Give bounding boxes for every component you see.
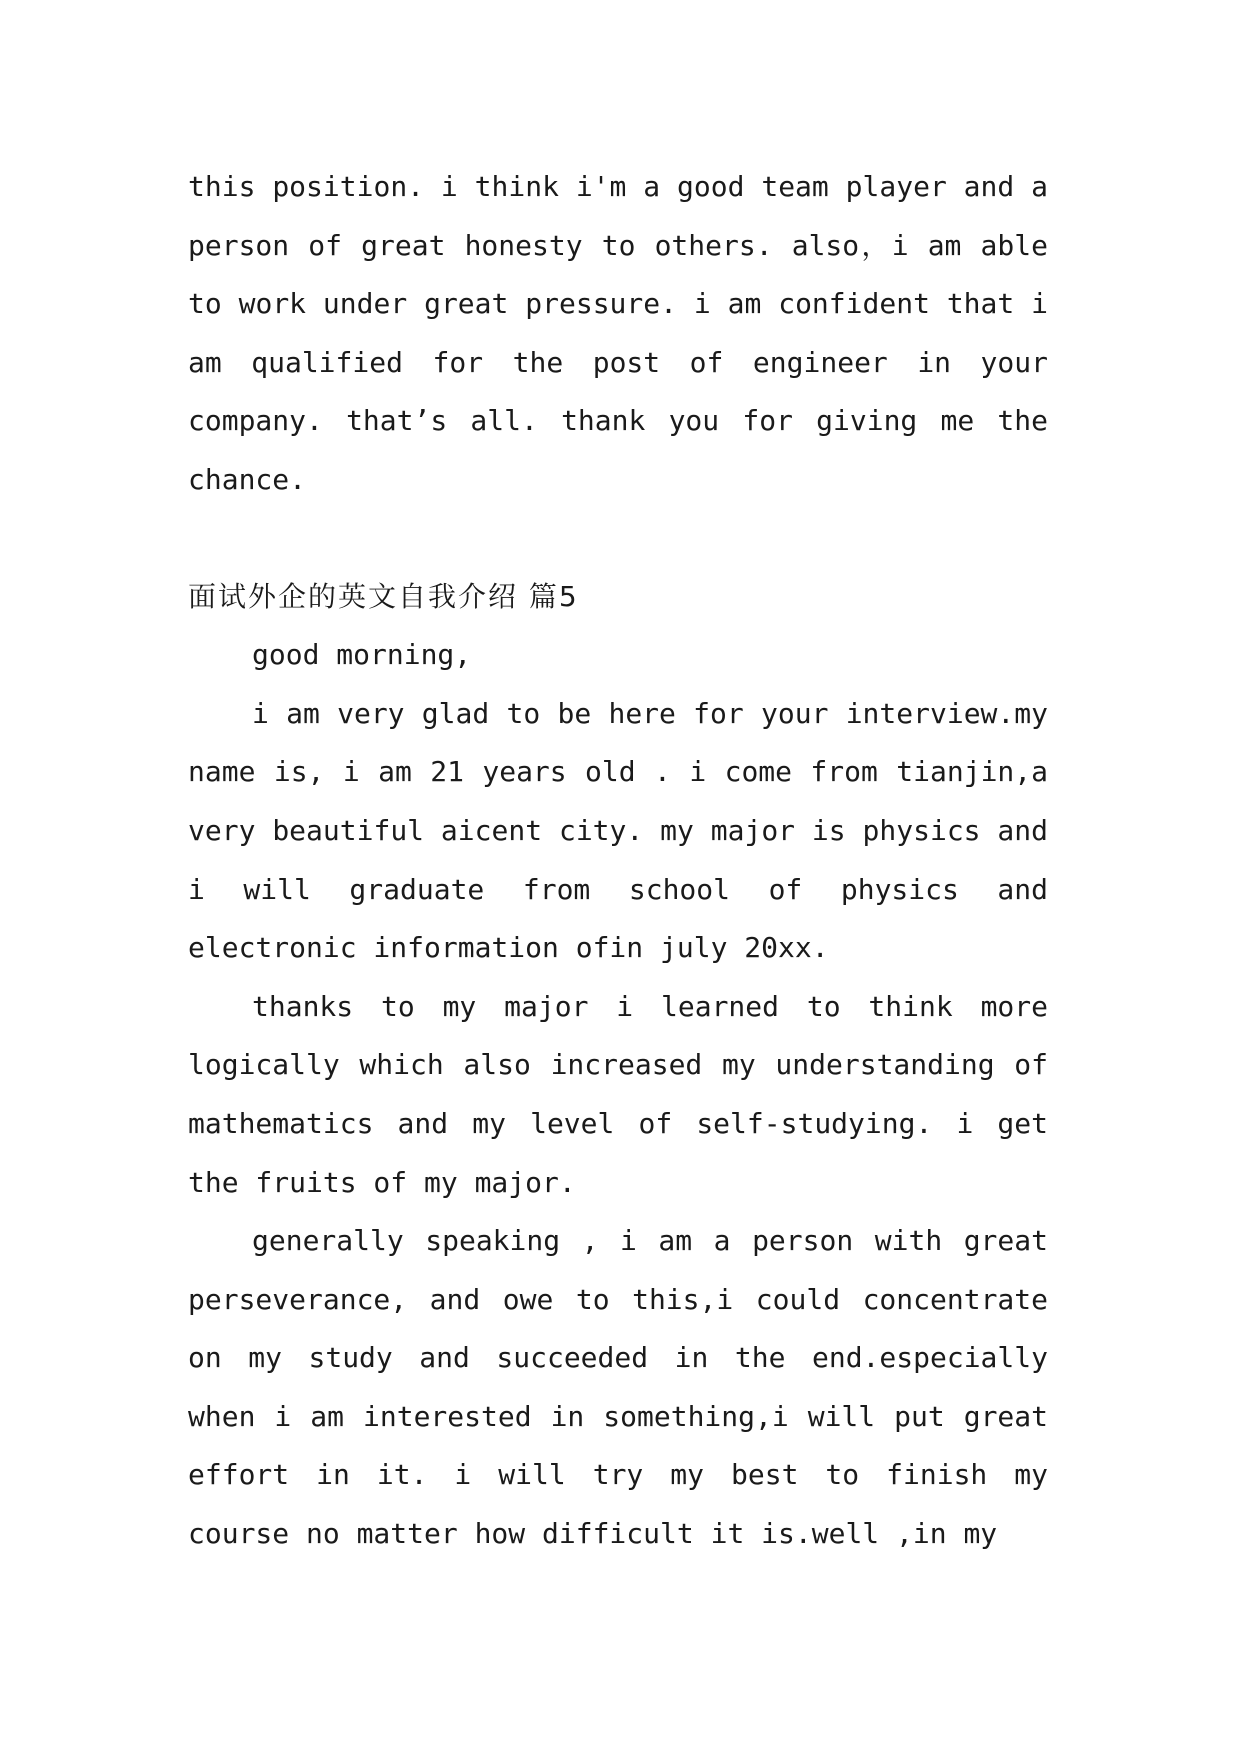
continuation-paragraph: this position. i think i'm a good team player and a person of great honesty to others. also，i am able to work under great pressure. i am confident that i am qualified for the post of engineer in your company. that’s all. thank you for giving me the chance.: [188, 170, 1048, 496]
body-paragraph: i am very glad to be here for your interview.my name is, i am 21 years old . i come from tianjin,a very beautiful aicent city. my major is physics and i will graduate from school of physics and electronic information ofin july 20xx.: [188, 696, 1048, 965]
document-page: [188, 158, 1048, 1564]
section-heading: 面试外企的英文自我介绍 篇5: [188, 579, 579, 613]
body-paragraph: generally speaking , i am a person with great perseverance, and owe to this,i could concentrate on my study and succeeded in the end.especially when i am interested in something,i will put great effort in it. i will try my best to finish my course no matter how difficult it is.well ,in my: [188, 1224, 1048, 1551]
body-paragraph: thanks to my major i learned to think more logically which also increased my understanding of mathematics and my level of self-studying. i get the fruits of my major.: [188, 989, 1048, 1199]
greeting-line: good morning,: [252, 638, 472, 672]
